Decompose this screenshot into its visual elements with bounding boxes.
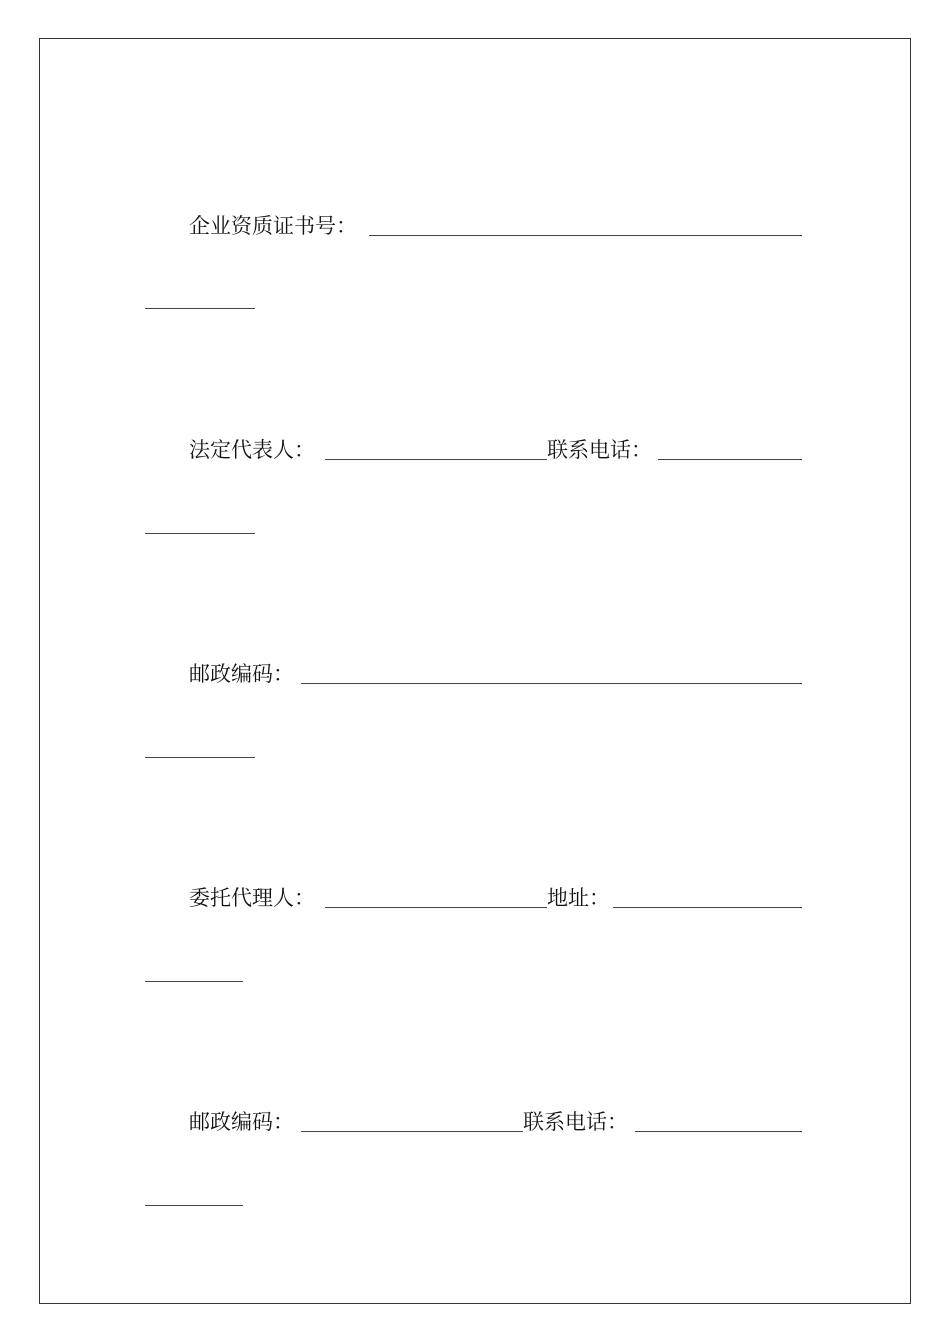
postal-code-2-label: 邮政编码： [189,1110,294,1134]
legal-representative-label: 法定代表人： [189,438,315,462]
phone-blank-continued[interactable] [145,533,255,534]
phone-2-blank-continued[interactable] [145,1205,243,1206]
postal-code-blank[interactable] [301,683,802,684]
postal-code-blank-continued[interactable] [145,757,255,758]
authorized-agent-label: 委托代理人： [189,886,315,910]
postal-code-label: 邮政编码： [189,662,294,686]
address-label: 地址： [547,886,610,910]
phone-2-blank[interactable] [635,1131,802,1132]
address-blank-continued[interactable] [145,981,243,982]
address-blank[interactable] [613,907,802,908]
page-frame [39,38,911,1304]
phone-blank[interactable] [658,459,802,460]
legal-representative-blank[interactable] [325,459,547,460]
authorized-agent-blank[interactable] [325,907,547,908]
qualification-cert-blank[interactable] [369,235,802,236]
qualification-cert-label: 企业资质证书号： [189,214,357,238]
phone-label: 联系电话： [547,438,652,462]
postal-code-2-blank[interactable] [301,1131,523,1132]
phone-2-label: 联系电话： [523,1110,628,1134]
qualification-cert-blank-continued[interactable] [145,308,255,309]
